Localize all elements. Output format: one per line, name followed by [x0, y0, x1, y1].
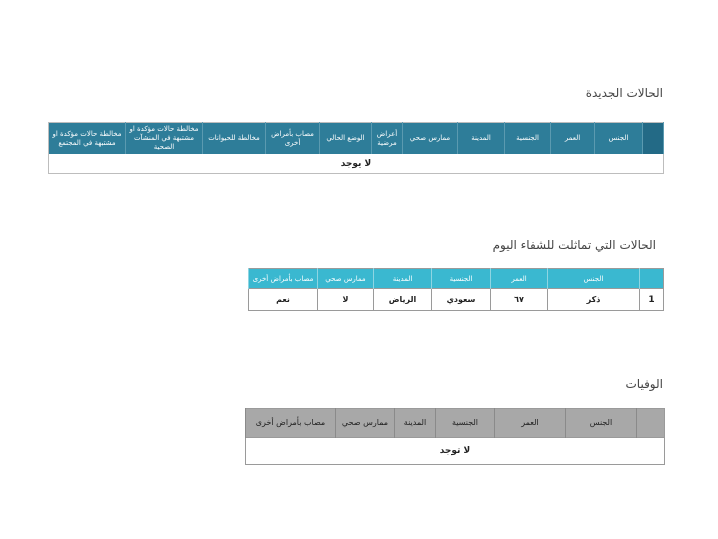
header-city: المدينة [395, 409, 436, 438]
header-other-diseases: مصاب بأمراض أخرى [246, 409, 336, 438]
header-community-contact: مخالطة حالات مؤكدة او مشتبهة في المجتمع [49, 123, 126, 155]
cell-city: الرياض [374, 289, 432, 311]
header-age: العمر [495, 409, 566, 438]
cell-nationality: سعودي [432, 289, 491, 311]
cell-health-worker: لا [318, 289, 374, 311]
header-health-worker: ممارس صحي [403, 123, 458, 155]
table-row [49, 154, 664, 174]
header-age: العمر [491, 269, 548, 289]
table-row [246, 438, 665, 465]
row-index: 1 [640, 289, 664, 311]
table-row [249, 289, 664, 311]
new-cases-table [48, 122, 664, 174]
header-nationality: الجنسية [505, 123, 551, 155]
header-gender: الجنس [566, 409, 637, 438]
header-other-diseases: مصاب بأمراض أخرى [266, 123, 320, 155]
recovered-today-table [248, 268, 664, 311]
header-health-worker: ممارس صحي [336, 409, 395, 438]
cell-other-diseases: نعم [249, 289, 318, 311]
header-other-diseases: مصاب بأمراض أخرى [249, 269, 318, 289]
header-cell-empty [640, 269, 664, 289]
header-cell-empty [637, 409, 665, 438]
header-animal-contact: مخالطة للحيوانات [203, 123, 266, 155]
header-city: المدينة [374, 269, 432, 289]
deaths-title: الوفيات [625, 377, 663, 391]
header-city: المدينة [458, 123, 505, 155]
recovered-today-title: الحالات التي تماثلت للشفاء اليوم [492, 238, 656, 252]
header-gender: الجنس [595, 123, 643, 155]
header-facility-contact: مخالطة حالات مؤكدة او مشتبهة في المنشآت الصحية [126, 123, 203, 155]
header-age: العمر [551, 123, 595, 155]
empty-message: لا توجد [246, 438, 665, 465]
header-gender: الجنس [548, 269, 640, 289]
header-symptoms: أعراض مرضية [372, 123, 403, 155]
table-header-row [249, 269, 664, 289]
header-nationality: الجنسية [432, 269, 491, 289]
header-cell-empty [643, 123, 664, 155]
deaths-table [245, 408, 665, 465]
cell-age: ٦٧ [491, 289, 548, 311]
header-health-worker: ممارس صحي [318, 269, 374, 289]
table-header-row [246, 409, 665, 438]
header-current-status: الوضع الحالي [320, 123, 372, 155]
cell-gender: ذكر [548, 289, 640, 311]
empty-message: لا يوجد [340, 158, 372, 169]
table-header-row [49, 123, 664, 155]
header-nationality: الجنسية [436, 409, 495, 438]
new-cases-title: الحالات الجديدة [585, 86, 663, 100]
